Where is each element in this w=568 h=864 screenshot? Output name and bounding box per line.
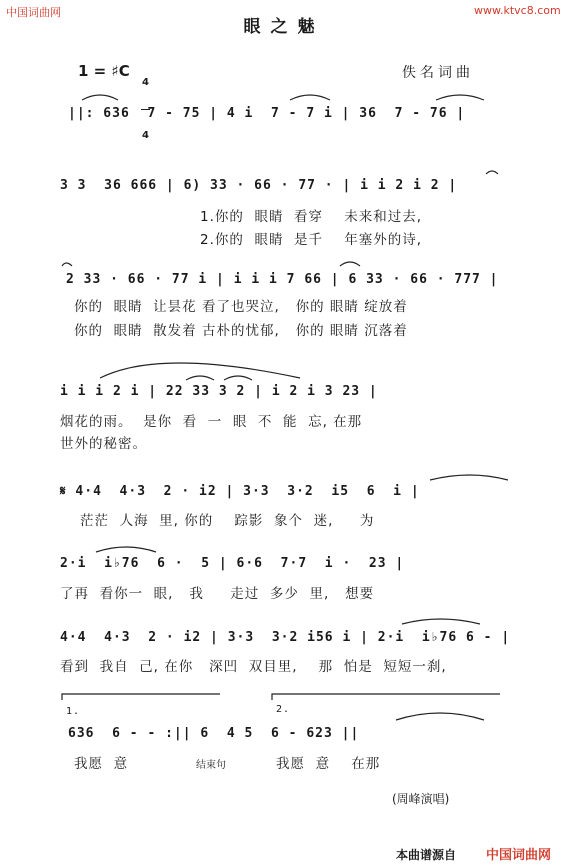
key-signature: 1 = ♯C [78,62,130,80]
slur [82,95,118,100]
slur [100,363,300,378]
slur [290,95,330,100]
notation-line-6: 2·i i♭76 6 · 5 | 6·6 7·7 i · 23 | [60,556,405,571]
song-title: 眼之魅 [243,17,325,37]
slur [186,376,214,380]
ending-label: 结束句 [196,760,226,771]
slur [396,713,484,720]
lyric-line-5: 茫茫 人海 里, 你的 踪影 象个 迷, 为 [80,513,375,529]
volta-1-label: 1. [66,706,81,717]
singer-credit: (周峰演唱) [392,792,450,806]
slur [402,619,480,624]
notation-line-1: ||: 636 7 - 75 | 4 i 7 - 7 i | 36 7 - 76 | [68,106,466,121]
watermark-right: www.ktvc8.com [474,4,561,17]
time-signature [141,58,150,151]
slur [436,95,484,100]
footer-site: 中国词曲网 [486,848,552,863]
lyric-line-2-verse-1: 1.你的 眼睛 看穿 未来和过去, [200,209,423,225]
lyric-line-6: 了再 看你一 眼, 我 走过 多少 里, 想要 [60,586,375,602]
slur [340,262,360,266]
slur [430,475,508,480]
slur [62,263,72,266]
notation-line-2: 3 3 36 666 | 6) 33 · 66 · 77 · | i i 2 i 2 | [60,178,458,193]
lyric-line-3-verse-1: 你的 眼睛 让昙花 看了也哭泣, 你的 眼睛 绽放着 [74,299,408,315]
watermark-left: 中国词曲网 [6,6,61,19]
lyric-line-2-verse-2: 2.你的 眼睛 是千 年塞外的诗, [200,232,423,248]
notation-line-4: i i i 2 i | 22 33 3 2 | i 2 i 3 23 | [60,384,378,399]
volta-bracket-1 [62,694,220,700]
lyric-line-4-verse-1: 烟花的雨。 是你 看 一 眼 不 能 忘, 在那 [60,414,363,430]
volta-2-label: 2. [276,704,291,715]
volta-bracket-2 [272,694,500,700]
notation-line-3: 2 33 · 66 · 77 i | i i i 7 66 | 6 33 · 66 · 777 | [66,272,499,287]
lyric-line-7: 看到 我自 己, 在你 深凹 双目里, 那 怕是 短短一刹, [60,659,447,675]
time-signature-top: 4 [142,77,149,88]
lyric-line-8-ending-1: 我愿 意 [74,756,129,772]
lyric-line-3-verse-2: 你的 眼睛 散发着 古朴的忧郁, 你的 眼睛 沉落着 [74,323,408,339]
time-signature-bottom: 4 [142,130,149,141]
slur [96,547,156,552]
slur [486,171,498,174]
slur [224,376,252,380]
notation-line-5: 𝄋 4·4 4·3 2 · i2 | 3·3 3·2 i5 6 i | [60,484,420,499]
credit: 佚名词曲 [402,65,474,81]
lyric-line-4-verse-2: 世外的秘密。 [60,436,147,452]
lyric-line-8-ending-2: 我愿 意 在那 [276,756,381,772]
footer-source: 本曲谱源自 [396,848,457,862]
notation-line-8: 636 6 - - :|| 6 4 5 6 - 623 || [68,726,360,741]
notation-line-7: 4·4 4·3 2 · i2 | 3·3 3·2 i56 i | 2·i i♭76 6 - | [60,630,511,645]
